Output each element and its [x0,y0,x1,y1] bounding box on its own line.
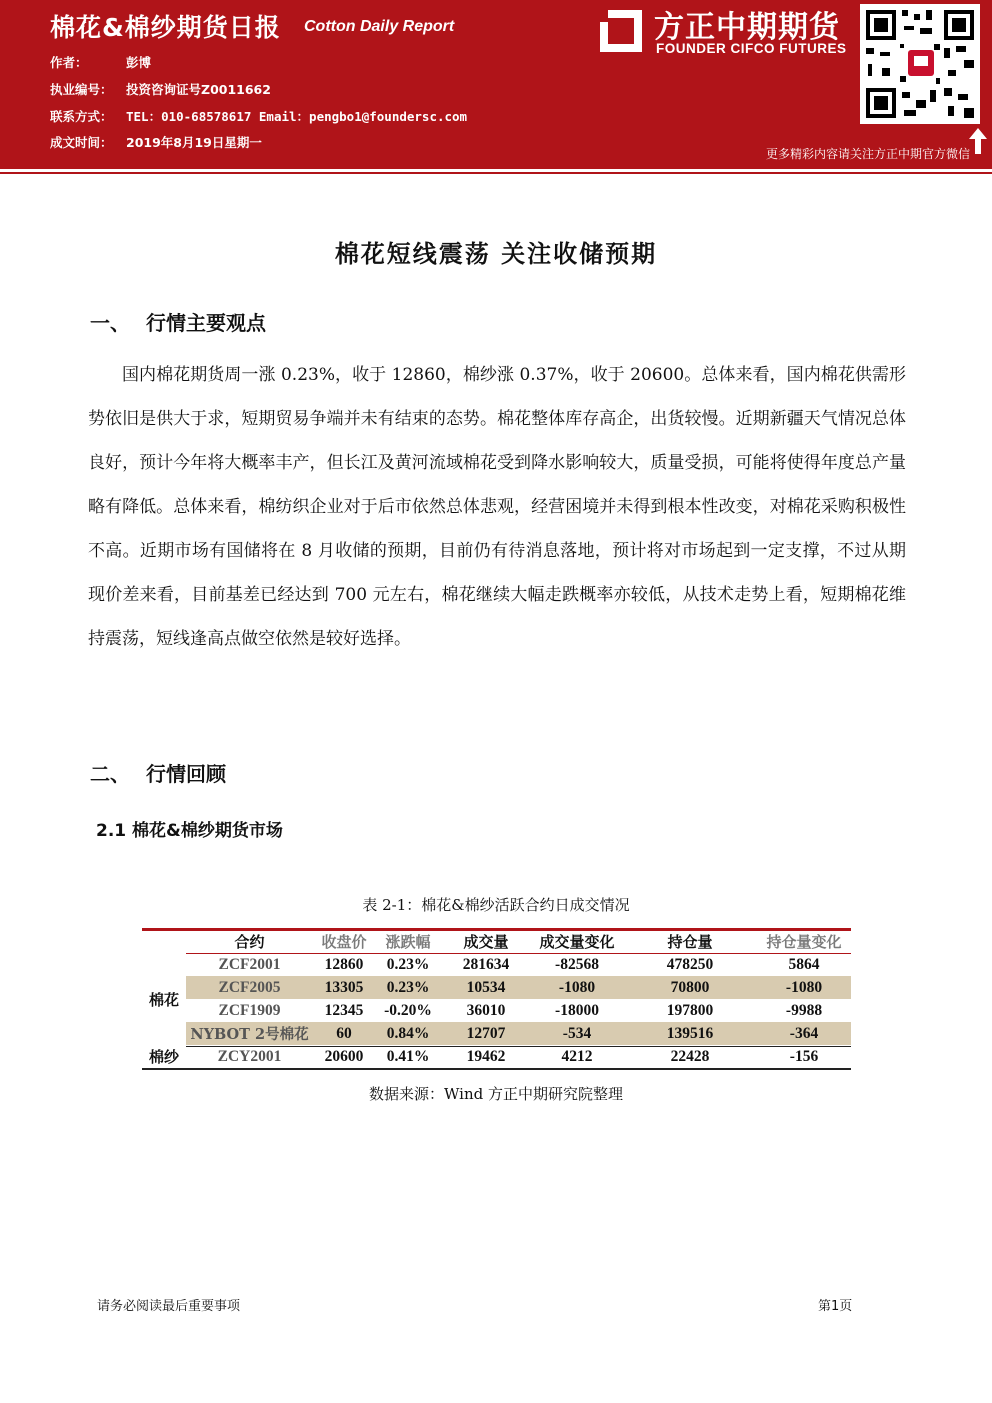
group-label-cotton: 棉花 [142,953,186,1045]
section-heading-1 [90,307,266,336]
table-cell: 0.23% [375,976,441,999]
table-row [142,976,851,999]
trading-table [142,930,851,1068]
table-cell: ZCF2005 [186,976,313,999]
table-cell: ZCF1909 [218,1001,281,1019]
table-bottom-rule [142,1068,851,1070]
author-name: 彭博 [126,55,152,70]
table-cell: 60 [313,1022,375,1045]
table-cell: 139516 [623,1022,757,1045]
header-cell-blank [142,930,186,953]
table-cell: NYBOT 2号棉花 [186,1022,313,1045]
table-cell: 4212 [561,1047,593,1065]
section-title: 行情主要观点 [146,311,266,335]
table-row [142,999,851,1022]
up-arrow-icon [968,126,988,156]
table-cell: 12860 [324,955,364,973]
table-cell: 12707 [441,1022,531,1045]
group-label-yarn: 棉纱 [142,1045,186,1068]
header-cell: 成交量 [463,933,509,951]
report-title: 棉花&棉纱期货日报 [50,13,281,42]
follow-wechat-text: 更多精彩内容请关注方正中期官方微信 [765,147,970,161]
table-cell: 70800 [623,976,757,999]
header-cell: 涨跌幅 [385,933,431,951]
table-row [142,953,851,976]
report-header [0,0,992,165]
table-cell: 0.41% [386,1047,430,1065]
table-cell: -1080 [757,976,851,999]
data-source: 数据来源：Wind 方正中期研究院整理 [369,1085,623,1103]
license-row [50,80,271,98]
table-cell: ZCY2001 [217,1047,282,1065]
founder-logo-icon [598,8,644,54]
header-cell: 收盘价 [321,933,367,951]
header-divider-thin [0,172,992,174]
table-row [142,1022,851,1045]
subsection-heading: 2.1 棉花&棉纱期货市场 [96,821,283,841]
table-caption: 表 2-1：棉花&棉纱活跃合约日成交情况 [362,896,630,914]
report-date: 2019年8月19日星期一 [126,135,262,150]
table-cell: 197800 [666,1001,714,1019]
table-cell: ZCF2001 [218,955,281,973]
header-divider [0,165,992,169]
header-cell: 持仓量变化 [766,933,842,951]
author-label: 作者： [50,55,88,70]
qr-code-icon[interactable] [860,4,980,124]
page-number: 第1页 [818,1299,853,1314]
table-cell: -534 [531,1022,623,1045]
contact-label: 联系方式： [50,109,113,124]
table-cell: -82568 [555,955,599,973]
table-cell: -9988 [785,1001,823,1019]
author-row [50,53,152,71]
table-cell: 478250 [666,955,714,973]
report-title-en: Cotton Daily Report [304,18,455,35]
table-cell: 0.23% [386,955,430,973]
table-cell: 22428 [670,1047,710,1065]
table-cell: 12345 [324,1001,364,1019]
date-label: 成文时间： [50,135,113,150]
footer-disclaimer: 请务必阅读最后重要事项 [97,1299,241,1314]
table-cell: -364 [757,1022,851,1045]
header-cell: 合约 [234,933,265,951]
table-cell: 36010 [466,1001,506,1019]
contact-row [50,107,468,125]
license-label: 执业编号： [50,82,113,97]
table-cell: -1080 [531,976,623,999]
company-name-cn: 方正中期期货 [654,10,840,45]
section-title: 行情回顾 [146,762,226,786]
contact-info: TEL：010-68578617 Email：pengbo1@foundersc.com [126,109,468,124]
table-cell: -18000 [555,1001,599,1019]
table-cell: 0.84% [375,1022,441,1045]
table-cell: -0.20% [384,1001,432,1019]
section-number: 二、 [90,762,130,786]
table-cell: -156 [789,1047,819,1065]
document-title: 棉花短线震荡 关注收储预期 [334,239,658,268]
section-number: 一、 [90,311,130,335]
date-row [50,133,262,151]
section-heading-2 [90,758,226,787]
header-cell: 持仓量 [667,933,713,951]
company-name-en: FOUNDER CIFCO FUTURES [656,41,847,56]
table-row [142,1045,851,1068]
license-number: 投资咨询证号Z0011662 [126,82,271,97]
table-cell: 13305 [313,976,375,999]
table-header-row [142,930,851,953]
table-cell: 5864 [788,955,820,973]
header-cell: 成交量变化 [539,933,615,951]
table-cell: 10534 [441,976,531,999]
main-paragraph: 国内棉花期货周一涨 0.23%，收于 12860，棉纱涨 0.37%，收于 20600。总体来看，国内棉花供需形势依旧是供大于求，短期贸易争端并未有结束的态势。棉花整体库存高企，出货较慢。近期新疆天气情况总体良好，预计今年将大概率丰产，但长江及黄河流域棉花受到降水影响较大，质量受损，可能将使得年度总产量略有降低。总体来看，棉纺织企业对于后市依然总体悲观，经营困境并未得到根本性改变，对棉花采购积极性不高。近期市场有国储将在 8 月收储的预期，目前仍有待消息落地，预计将对市场起到一定支撑，不过从期现价差来看，目前基差已经达到 700 元左右，棉花继续大幅走跌概率亦较低，从技术走势上看，短期棉花维持震荡，短线逢高点做空依然是较好选择。 [88,365,906,649]
table-cell: 19462 [466,1047,506,1065]
table-cell: 20600 [324,1047,364,1065]
table-cell: 281634 [462,955,510,973]
